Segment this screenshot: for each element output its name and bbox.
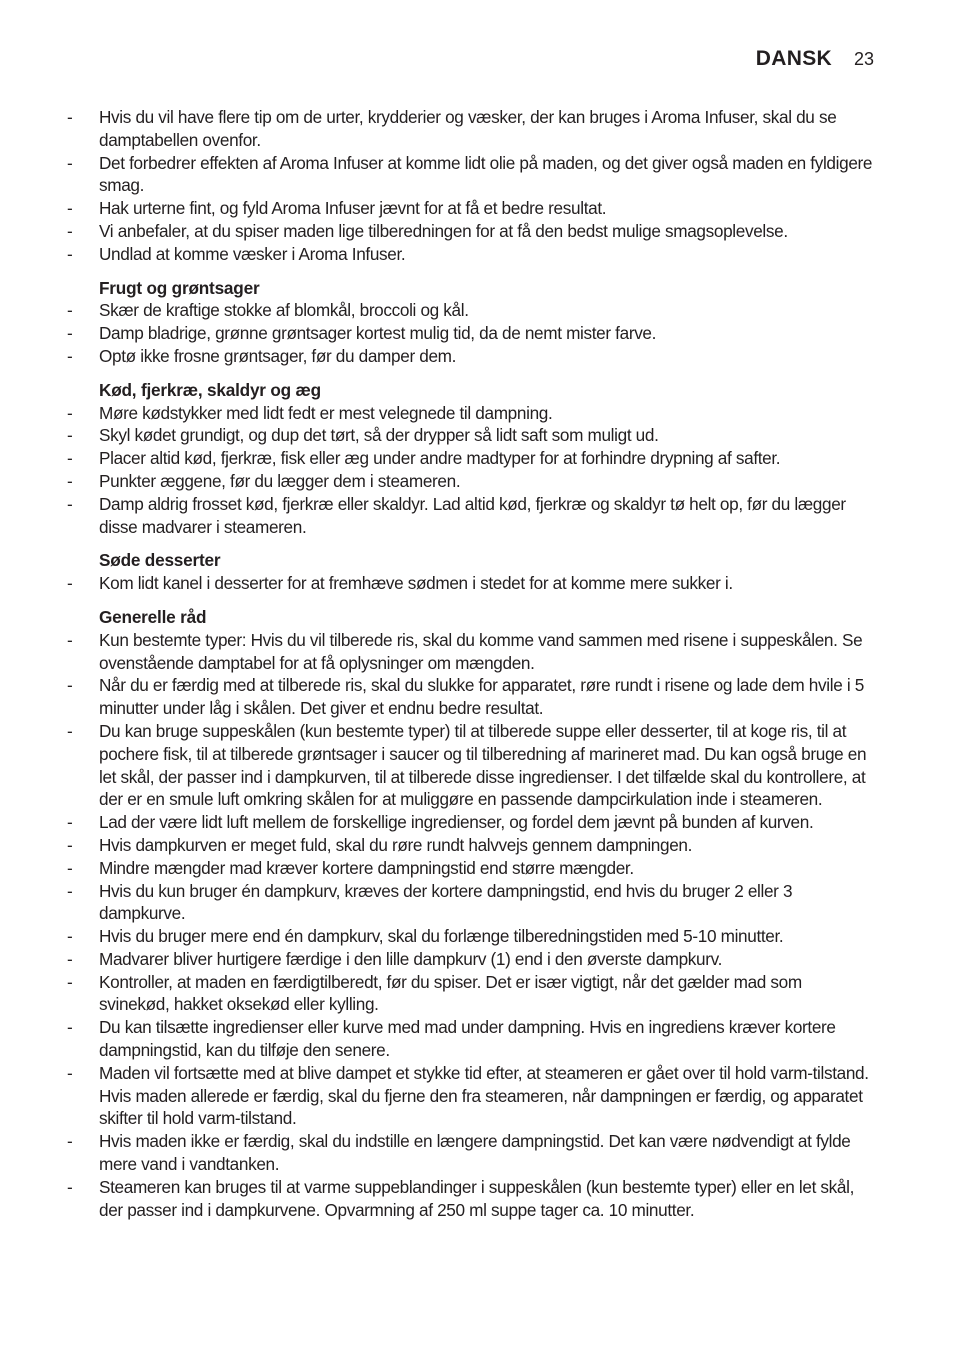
list-item-text: Hvis du bruger mere end én dampkurv, skal du forlænge tilberedningstiden med 5-10 minutter.: [99, 926, 784, 947]
bullet-dash: -: [67, 448, 73, 469]
list-item-text: Hvis maden ikke er færdig, skal du indstille en længere dampningstid. Det kan være nødvendigt at fylde mere vand i vandtanken.: [99, 1131, 851, 1175]
list-item: [62, 402, 876, 425]
list-item: [62, 857, 876, 880]
section-heading: Generelle råd: [99, 606, 207, 627]
list-item: [62, 152, 876, 198]
list-item: [62, 811, 876, 834]
bullet-dash: -: [67, 1176, 73, 1197]
list-item-text: Placer altid kød, fjerkræ, fisk eller æg under andre madtyper for at forhindre drypning af safter.: [99, 448, 781, 469]
list-item-text: Damp aldrig frosset kød, fjerkræ eller skaldyr. Lad altid kød, fjerkræ og skaldyr tø helt op, før du lægger disse madvarer i steameren.: [99, 493, 846, 537]
list-item-text: Lad der være lidt luft mellem de forskellige ingredienser, og fordel dem jævnt på bunden af kurven.: [99, 812, 814, 833]
list-item-text: Møre kødstykker med lidt fedt er mest velegnede til dampning.: [99, 402, 553, 423]
list-item-text: Undlad at komme væsker i Aroma Infuser.: [99, 243, 406, 264]
bullet-dash: -: [67, 425, 73, 446]
section-heading: Søde desserter: [99, 550, 221, 571]
list-item-text: Hvis du kun bruger én dampkurv, kræves der kortere dampningstid, end hvis du bruger 2 eller 3 dampkurve.: [99, 880, 793, 924]
list-item: [62, 948, 876, 971]
list-item: [62, 299, 876, 322]
list-item: [62, 1176, 876, 1222]
list-item-text: Skyl kødet grundigt, og dup det tørt, så der drypper så lidt saft som muligt ud.: [99, 425, 659, 446]
list-item-text: Hak urterne fint, og fyld Aroma Infuser jævnt for at få et bedre resultat.: [99, 198, 607, 219]
list-item-text: Maden vil fortsætte med at blive dampet et stykke tid efter, at steameren er gået over til hold varm-tilstand. Hvis maden allerede er færdig, skal du fjerne den fra steameren, når dampningen er færdig, og apparatet skifter til hold varm-tilstand.: [99, 1062, 869, 1129]
bullet-dash: -: [67, 1131, 73, 1152]
bullet-dash: -: [67, 493, 73, 514]
list-item-text: Damp bladrige, grønne grøntsager kortest mulig tid, da de nemt mister farve.: [99, 323, 657, 344]
list-item: [62, 720, 876, 811]
bullet-dash: -: [67, 470, 73, 491]
bullet-dash: -: [67, 675, 73, 696]
list-item: [62, 345, 876, 368]
bullet-dash: -: [67, 300, 73, 321]
list-item: [62, 1016, 876, 1062]
bullet-dash: -: [67, 402, 73, 423]
list-item-text: Madvarer bliver hurtigere færdige i den lille dampkurv (1) end i den øverste dampkurv.: [99, 948, 722, 969]
list-item-text: Kom lidt kanel i desserter for at fremhæve sødmen i stedet for at komme mere sukker i.: [99, 573, 733, 594]
bullet-dash: -: [67, 198, 73, 219]
list-item: [62, 424, 876, 447]
bullet-dash: -: [67, 220, 73, 241]
list-item-text: Kontroller, at maden en færdigtilberedt, før du spiser. Det er især vigtigt, når det gælder mad som svinekød, hakket oksekød eller kylling.: [99, 971, 802, 1015]
bullet-dash: -: [67, 345, 73, 366]
list-item: [62, 880, 876, 926]
list-item-text: Skær de kraftige stokke af blomkål, broccoli og kål.: [99, 300, 469, 321]
list-item: [62, 834, 876, 857]
list-item-text: Hvis dampkurven er meget fuld, skal du røre rundt halvvejs gennem dampningen.: [99, 834, 693, 855]
list-item-text: Steameren kan bruges til at varme suppeblandinger i suppeskålen (kun bestemte typer) eller en let skål, der passer ind i dampkurvene. Opvarmning af 250 ml suppe tager ca. 10 minutter.: [99, 1176, 855, 1220]
bullet-dash: -: [67, 323, 73, 344]
list-item: [62, 197, 876, 220]
list-item-text: Du kan tilsætte ingredienser eller kurve med mad under dampning. Hvis en ingrediens kræver kortere dampningstid, kan du tilføje den senere.: [99, 1017, 836, 1061]
bullet-dash: -: [67, 243, 73, 264]
list-item: [62, 629, 876, 675]
bullet-dash: -: [67, 971, 73, 992]
bullet-dash: -: [67, 857, 73, 878]
section-heading: Frugt og grøntsager: [99, 277, 260, 298]
bullet-dash: -: [67, 1062, 73, 1083]
list-item-text: Vi anbefaler, at du spiser maden lige tilberedningen for at få den bedst mulige smagsoplevelse.: [99, 220, 788, 241]
list-item-text: Optø ikke frosne grøntsager, før du damper dem.: [99, 345, 457, 366]
list-item: [62, 674, 876, 720]
page-number: 23: [853, 49, 874, 69]
list-item: [62, 1062, 876, 1130]
page-content: [62, 106, 876, 1221]
list-item: [62, 220, 876, 243]
list-item: [62, 572, 876, 595]
bullet-dash: -: [67, 948, 73, 969]
list-item-text: Når du er færdig med at tilberede ris, skal du slukke for apparatet, røre rundt i risene og lade dem hvile i 5 minutter under låg i skålen. Det giver et endnu bedre resultat.: [99, 675, 864, 719]
bullet-dash: -: [67, 812, 73, 833]
list-item: [62, 243, 876, 266]
list-item: [62, 447, 876, 470]
bullet-dash: -: [67, 834, 73, 855]
list-item-text: Kun bestemte typer: Hvis du vil tilberede ris, skal du komme vand sammen med risene i suppeskålen. Se ovenstående damptabel for at få oplysninger om mængden.: [99, 629, 863, 673]
list-item: [62, 322, 876, 345]
list-item: [62, 106, 876, 152]
bullet-dash: -: [67, 107, 73, 127]
language-label: DANSK: [755, 47, 832, 70]
bullet-dash: -: [67, 926, 73, 947]
list-item: [62, 470, 876, 493]
list-item-text: Hvis du vil have flere tip om de urter, krydderier og væsker, der kan bruges i Aroma Infuser, skal du se damptabellen ovenfor.: [99, 107, 837, 150]
list-item: [62, 971, 876, 1017]
list-item-text: Mindre mængder mad kræver kortere dampningstid end større mængder.: [99, 857, 634, 878]
bullet-dash: -: [67, 880, 73, 901]
list-item: [62, 493, 876, 539]
list-item: [62, 925, 876, 948]
bullet-dash: -: [67, 629, 73, 650]
section-heading: Kød, fjerkræ, skaldyr og æg: [99, 379, 321, 400]
list-item: [62, 1130, 876, 1176]
bullet-dash: -: [67, 573, 73, 594]
page-header: [756, 47, 874, 71]
list-item-text: Det forbedrer effekten af Aroma Infuser at komme lidt olie på maden, og det giver også maden en fyldigere smag.: [99, 152, 873, 196]
bullet-dash: -: [67, 1017, 73, 1038]
list-item-text: Du kan bruge suppeskålen (kun bestemte typer) til at tilberede suppe eller desserter, til at koge ris, til at pochere fisk, til at tilberede grøntsager i saucer og til tilberedning af marineret mad. Du kan også bruge en let skål, der passer ind i dampkurven, til at tilberede disse ingredienser. I det tilfælde skal du kontrollere, at der er en smule luft omkring skålen for at muliggøre en passende dampcirkulation inde i steameren.: [99, 720, 867, 810]
bullet-dash: -: [67, 720, 73, 741]
bullet-dash: -: [67, 152, 73, 173]
list-item-text: Punkter æggene, før du lægger dem i steameren.: [99, 470, 461, 491]
